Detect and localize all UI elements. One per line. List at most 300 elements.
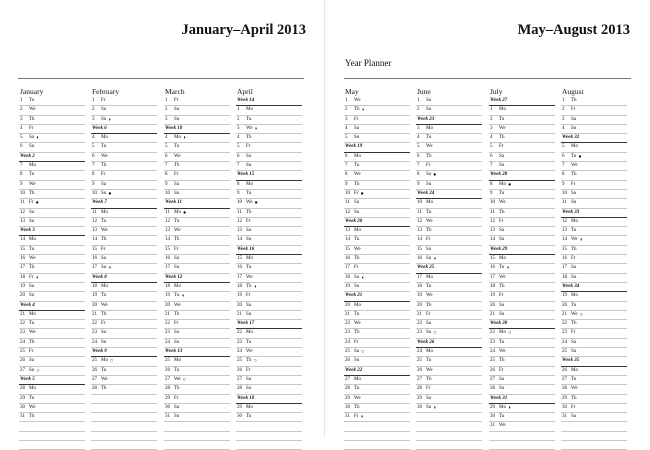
day-number: 27 [92, 376, 97, 382]
day-number: 26 [345, 358, 350, 364]
day-number: 24 [490, 349, 495, 355]
day-number: 7 [92, 163, 95, 169]
weekday-name: We [29, 404, 36, 410]
day-row [19, 274, 85, 283]
weekday-name: Su [174, 265, 180, 271]
day-number: 12 [237, 218, 242, 224]
weekday-name: Th [499, 135, 505, 141]
weekday-name: We [101, 153, 108, 159]
moon-new-icon: ● [254, 200, 258, 207]
day-row [19, 413, 85, 422]
moon-first-quarter-icon: ◖ [361, 274, 365, 281]
day-number: 25 [165, 358, 170, 364]
blank-row [19, 422, 85, 431]
weekday-name: Th [571, 321, 577, 327]
weekday-name: Tu [426, 358, 432, 364]
moon-full-icon: ○ [182, 376, 186, 383]
day-row [416, 292, 482, 301]
weekday-name: Tu [101, 218, 107, 224]
weekday-name: Th [29, 190, 35, 196]
day-row [19, 162, 85, 171]
day-row [489, 209, 555, 218]
day-number: 19 [20, 283, 25, 289]
day-number: 5 [92, 144, 95, 150]
day-row [19, 283, 85, 292]
day-number: 17 [417, 274, 422, 280]
weekday-name: Mo [571, 293, 578, 299]
day-row [344, 171, 410, 180]
weekday-name: Su [354, 358, 360, 364]
moon-last-quarter-icon: ◗ [108, 116, 112, 123]
weekday-name: Sa [499, 228, 504, 234]
day-row [416, 320, 482, 329]
weekday-name: Th [29, 265, 35, 271]
day-number: 12 [490, 218, 495, 224]
day-number: 20 [345, 302, 350, 308]
day-row [236, 283, 302, 292]
week-label: Week 10 [165, 125, 183, 131]
day-number: 14 [92, 237, 97, 243]
weekday-name: Mo [246, 330, 253, 336]
day-row [489, 339, 555, 348]
day-row [91, 302, 157, 311]
weekday-name: Sa [29, 209, 34, 215]
week-row [489, 246, 555, 255]
weekday-name: Su [571, 274, 577, 280]
day-row [344, 311, 410, 320]
day-row [561, 329, 627, 338]
day-list [19, 97, 85, 450]
day-row [236, 413, 302, 422]
week-label: Week 8 [92, 274, 107, 280]
weekday-name: We [29, 330, 36, 336]
day-row [91, 283, 157, 292]
day-row [164, 395, 230, 404]
weekday-name: Su [246, 386, 252, 392]
day-row [164, 236, 230, 245]
weekday-name: Mo [246, 181, 253, 187]
day-row [561, 302, 627, 311]
day-row [416, 404, 482, 413]
day-number: 18 [417, 283, 422, 289]
day-number: 21 [417, 311, 422, 317]
week-row [489, 395, 555, 404]
weekday-name: Su [246, 163, 252, 169]
week-label: Week 5 [20, 376, 35, 382]
day-number: 17 [345, 265, 350, 271]
month-name: April [237, 87, 253, 96]
day-number: 22 [237, 330, 242, 336]
weekday-name: Su [29, 144, 35, 150]
day-number: 13 [345, 228, 350, 234]
weekday-name: Sa [354, 274, 359, 280]
day-row [19, 190, 85, 199]
blank-row [561, 432, 627, 441]
day-row [489, 274, 555, 283]
weekday-name: Th [499, 358, 505, 364]
day-number: 23 [165, 330, 170, 336]
week-label: Week 2 [20, 153, 35, 159]
month-name: August [562, 87, 584, 96]
day-row [489, 264, 555, 273]
week-label: Week 19 [345, 144, 363, 150]
day-row [164, 162, 230, 171]
weekday-name: Sa [174, 256, 179, 262]
right-page [325, 0, 650, 437]
blank-row [91, 422, 157, 431]
day-row [489, 311, 555, 320]
week-label: Week 23 [417, 116, 435, 122]
moon-first-quarter-icon: ◖ [181, 293, 185, 300]
weekday-name: We [29, 181, 36, 187]
weekday-name: Tu [101, 293, 107, 299]
day-number: 22 [417, 321, 422, 327]
weekday-name: Fr [174, 321, 179, 327]
weekday-name: Th [174, 311, 180, 317]
week-label: Week 20 [345, 218, 363, 224]
day-number: 9 [345, 181, 348, 187]
blank-row [344, 432, 410, 441]
weekday-name: Sa [571, 265, 576, 271]
day-number: 21 [345, 311, 350, 317]
weekday-name: Su [499, 237, 505, 243]
day-number: 4 [417, 135, 420, 141]
day-number: 21 [165, 311, 170, 317]
weekday-name: Tu [246, 339, 252, 345]
weekday-name: Tu [29, 321, 35, 327]
blank-row [344, 422, 410, 431]
day-number: 28 [417, 386, 422, 392]
day-number: 27 [237, 376, 242, 382]
weekday-name: Fr [354, 414, 359, 420]
weekday-name: Mo [174, 283, 181, 289]
day-number: 14 [165, 237, 170, 243]
month-column [561, 87, 627, 450]
day-number: 17 [20, 265, 25, 271]
day-row [416, 218, 482, 227]
day-number: 30 [237, 414, 242, 420]
day-number: 8 [237, 181, 240, 187]
weekday-name: Tu [499, 190, 505, 196]
day-number: 15 [490, 256, 495, 262]
day-number: 29 [165, 395, 170, 401]
day-row [344, 181, 410, 190]
day-row [164, 302, 230, 311]
day-row [236, 199, 302, 208]
day-number: 18 [490, 283, 495, 289]
day-number: 15 [417, 246, 422, 252]
week-label: Week 18 [237, 395, 255, 401]
moon-last-quarter-icon: ◗ [507, 404, 512, 411]
weekday-name: Th [426, 376, 432, 382]
week-label: Week 31 [490, 395, 508, 401]
day-number: 24 [562, 339, 567, 345]
day-number: 28 [345, 386, 350, 392]
day-number: 20 [237, 302, 242, 308]
weekday-name: We [426, 367, 433, 373]
day-row [91, 264, 157, 273]
weekday-name: Fr [571, 107, 576, 113]
day-row [19, 143, 85, 152]
day-row [561, 292, 627, 301]
month-name: March [165, 87, 185, 96]
day-number: 16 [490, 265, 495, 271]
day-number: 9 [92, 181, 95, 187]
weekday-name: Fr [354, 190, 359, 196]
week-label: Week 33 [562, 209, 580, 215]
day-row [561, 413, 627, 422]
day-row [236, 339, 302, 348]
weekday-name: Mo [354, 228, 361, 234]
day-number: 10 [165, 190, 170, 196]
weekday-name: Fr [571, 330, 576, 336]
weekday-name: Th [426, 228, 432, 234]
weekday-name: We [499, 349, 506, 355]
day-row [236, 264, 302, 273]
weekday-name: Su [246, 237, 252, 243]
weekday-name: Su [101, 339, 107, 345]
day-row [416, 236, 482, 245]
day-number: 2 [92, 107, 95, 113]
day-number: 4 [490, 135, 493, 141]
weekday-name: Th [354, 107, 360, 113]
day-number: 15 [562, 246, 567, 252]
weekday-name: Mo [499, 256, 506, 262]
day-row [344, 274, 410, 283]
weekday-name: We [174, 153, 181, 159]
moon-new-icon: ● [578, 153, 582, 160]
moon-first-quarter-icon: ◖ [35, 274, 39, 281]
day-row [561, 125, 627, 134]
weekday-name: Fr [174, 172, 179, 178]
day-row [344, 255, 410, 264]
weekday-name: Sa [571, 414, 576, 420]
day-number: 8 [417, 172, 420, 178]
month-name: February [92, 87, 120, 96]
day-row [489, 218, 555, 227]
moon-first-quarter-icon: ◖ [433, 256, 437, 263]
moon-last-quarter-icon: ◗ [360, 414, 364, 421]
day-list [91, 97, 157, 450]
day-row [164, 404, 230, 413]
month-name: July [490, 87, 503, 96]
weekday-name: Tu [499, 265, 505, 271]
blank-row [561, 441, 627, 450]
weekday-name: Tu [174, 218, 180, 224]
weekday-name: Tu [571, 228, 577, 234]
day-row [236, 292, 302, 301]
week-label: Week 30 [490, 321, 508, 327]
day-number: 2 [417, 107, 420, 113]
day-row [236, 357, 302, 366]
day-row [344, 404, 410, 413]
weekday-name: Fr [571, 181, 576, 187]
day-number: 5 [345, 135, 348, 141]
day-row [561, 227, 627, 236]
week-row [236, 395, 302, 404]
weekday-name: Th [101, 311, 107, 317]
blank-row [489, 441, 555, 450]
day-row [561, 236, 627, 245]
day-number: 21 [92, 311, 97, 317]
day-row [91, 292, 157, 301]
weekday-name: We [354, 98, 361, 103]
day-number: 26 [237, 367, 242, 373]
weekday-name: Fr [354, 116, 359, 122]
day-number: 1 [490, 107, 493, 113]
weekday-name: Th [174, 163, 180, 169]
day-number: 9 [237, 190, 240, 196]
weekday-name: Sa [571, 190, 576, 196]
weekday-name: Tu [426, 135, 432, 141]
month-column [489, 87, 555, 450]
moon-first-quarter-icon: ◖ [579, 237, 583, 244]
day-row [416, 106, 482, 115]
day-row [19, 329, 85, 338]
day-row [91, 143, 157, 152]
weekday-name: Su [426, 181, 432, 187]
week-label: Week 3 [20, 228, 35, 234]
day-number: 3 [165, 116, 168, 122]
day-number: 27 [417, 376, 422, 382]
day-row [164, 190, 230, 199]
day-number: 17 [237, 274, 242, 280]
day-row [236, 143, 302, 152]
moon-last-quarter-icon: ◗ [36, 135, 40, 142]
day-row [19, 395, 85, 404]
weekday-name: Su [499, 311, 505, 317]
day-row [344, 357, 410, 366]
weekday-name: Su [571, 200, 577, 206]
weekday-name: We [426, 144, 433, 150]
weekday-name: Mo [354, 376, 361, 382]
weekday-name: Fr [246, 218, 251, 224]
weekday-name: Fr [101, 98, 106, 103]
day-row [164, 227, 230, 236]
day-row [164, 320, 230, 329]
day-row [489, 302, 555, 311]
day-number: 4 [165, 135, 168, 141]
day-number: 31 [20, 414, 25, 420]
day-number: 12 [417, 218, 422, 224]
day-number: 1 [92, 98, 95, 103]
blank-row [416, 441, 482, 450]
day-number: 8 [20, 172, 23, 178]
day-number: 11 [345, 200, 350, 206]
moon-full-icon: ○ [507, 330, 512, 337]
weekday-name: Sa [426, 172, 431, 178]
day-row [561, 348, 627, 357]
day-number: 8 [490, 181, 493, 187]
day-row [19, 255, 85, 264]
day-row [236, 255, 302, 264]
day-number: 16 [20, 256, 25, 262]
day-row [236, 404, 302, 413]
weekday-name: Mo [101, 209, 108, 215]
day-number: 30 [165, 404, 170, 410]
day-row [164, 134, 230, 143]
day-list [164, 97, 230, 450]
day-number: 16 [92, 256, 97, 262]
day-row [489, 134, 555, 143]
day-number: 9 [490, 190, 493, 196]
day-number: 6 [562, 153, 565, 159]
weekday-name: Sa [101, 181, 106, 187]
day-number: 28 [237, 386, 242, 392]
weekday-name: Tu [426, 209, 432, 215]
weekday-name: Su [571, 125, 577, 131]
day-number: 14 [562, 237, 567, 243]
day-row [489, 227, 555, 236]
weekday-name: Sa [426, 321, 431, 327]
day-row [489, 181, 555, 190]
day-row [91, 246, 157, 255]
day-row [91, 181, 157, 190]
day-number: 8 [345, 172, 348, 178]
moon-new-icon: ● [108, 190, 112, 197]
day-row [561, 311, 627, 320]
weekday-name: Th [571, 172, 577, 178]
day-row [19, 264, 85, 273]
weekday-name: Tu [101, 367, 107, 373]
day-row [91, 376, 157, 385]
moon-first-quarter-icon: ◖ [506, 265, 510, 272]
weekday-name: Fr [29, 274, 34, 280]
weekday-name: Fr [246, 293, 251, 299]
day-number: 9 [165, 181, 168, 187]
blank-row [19, 432, 85, 441]
day-row [489, 116, 555, 125]
day-number: 10 [345, 190, 350, 196]
day-number: 23 [490, 339, 495, 345]
day-row [164, 209, 230, 218]
day-number: 19 [237, 293, 242, 299]
day-row [164, 329, 230, 338]
week-label: Week 7 [92, 200, 107, 206]
day-number: 28 [562, 386, 567, 392]
day-row [416, 199, 482, 208]
week-row [489, 171, 555, 180]
day-number: 13 [417, 228, 422, 234]
day-number: 21 [237, 311, 242, 317]
day-list [416, 97, 482, 450]
weekday-name: Th [354, 256, 360, 262]
weekday-name: Tu [246, 414, 252, 420]
weekday-name: Th [29, 116, 35, 122]
weekday-name: Fr [174, 98, 179, 103]
day-row [489, 413, 555, 422]
day-row [561, 404, 627, 413]
weekday-name: Tu [174, 293, 180, 299]
day-row [561, 171, 627, 180]
day-number: 3 [562, 116, 565, 122]
weekday-name: Mo [571, 218, 578, 224]
weekday-name: Tu [426, 283, 432, 289]
day-number: 27 [165, 376, 170, 382]
weekday-name: Sa [426, 395, 431, 401]
day-number: 20 [562, 302, 567, 308]
weekday-name: Tu [354, 386, 360, 392]
day-number: 26 [92, 367, 97, 373]
day-number: 7 [417, 163, 420, 169]
day-number: 30 [345, 404, 350, 410]
weekday-name: Th [354, 330, 360, 336]
day-row [91, 190, 157, 199]
weekday-name: Sa [29, 283, 34, 289]
day-row [164, 292, 230, 301]
month-column [236, 87, 302, 450]
day-number: 6 [417, 153, 420, 159]
